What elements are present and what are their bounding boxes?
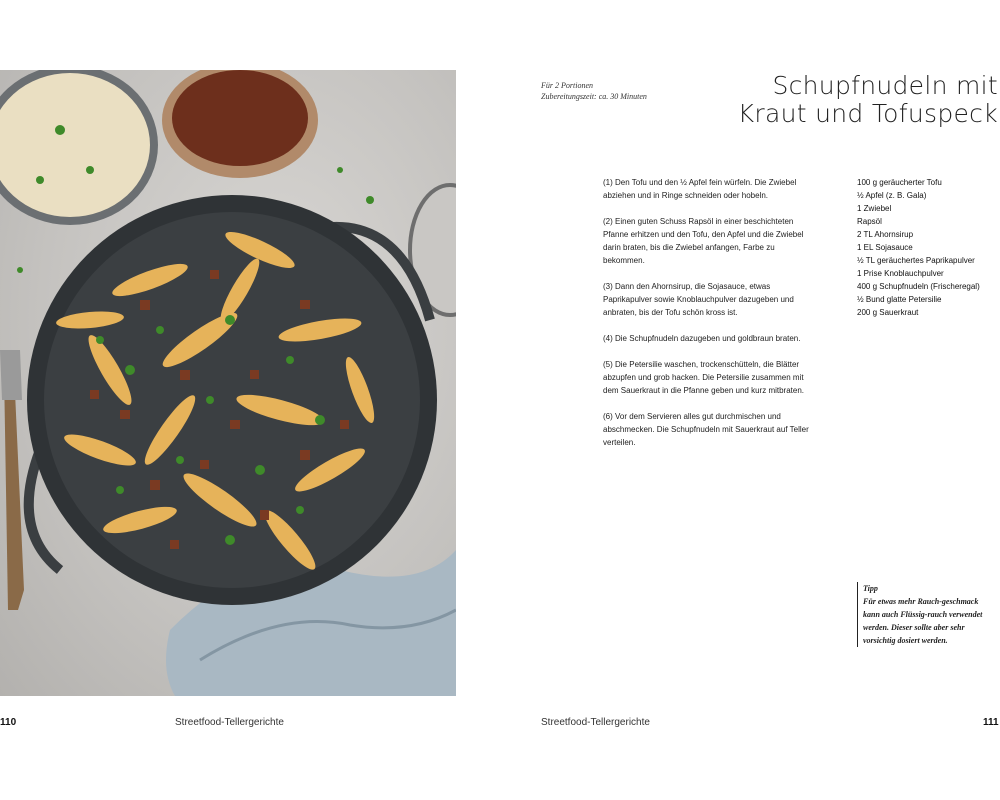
ingredient: 1 Zwiebel: [857, 204, 892, 213]
ingredient-list: [857, 176, 980, 319]
tip-label: Tipp: [863, 584, 878, 593]
title-line-1: Schupfnudeln mit: [772, 71, 998, 100]
recipe-meta: [541, 80, 647, 102]
prep-time: Zubereitungszeit: ca. 30 Minuten: [541, 92, 647, 101]
ingredient: 1 Prise Knoblauchpulver: [857, 269, 944, 278]
ingredient: 100 g geräucherter Tofu: [857, 178, 942, 187]
ingredient: 200 g Sauerkraut: [857, 308, 919, 317]
running-head-left: Streetfood-Tellergerichte: [175, 717, 284, 728]
recipe-title: [738, 72, 998, 128]
ingredient: 400 g Schupfnudeln (Frischeregal): [857, 282, 980, 291]
ingredient: 2 TL Ahornsirup: [857, 230, 914, 239]
ingredient: 1 EL Sojasauce: [857, 243, 913, 252]
tip-text: Für etwas mehr Rauch-geschmack kann auch Flüssig-rauch verwendet werden. Dieser sollte aber sehr vorsichtig dosiert werden.: [863, 597, 983, 645]
servings: Für 2 Portionen: [541, 81, 593, 90]
step: (3) Dann den Ahornsirup, die Sojasauce, etwas Paprikapulver sowie Knoblauchpulver dazugeben und anbraten, bis der Tofu schön kross ist.: [603, 282, 794, 317]
ingredient: ½ TL geräuchertes Paprikapulver: [857, 256, 975, 265]
preparation-steps: [603, 176, 818, 462]
step: (2) Einen guten Schuss Rapsöl in einer beschichteten Pfanne erhitzen und den Tofu, den Apfel und die Zwiebel darin braten, bis die Zwiebel anfangen, Farbe zu bekommen.: [603, 217, 804, 265]
title-line-2: Kraut und Tofuspeck: [737, 99, 998, 128]
running-head-right: Streetfood-Tellergerichte: [541, 717, 650, 728]
ingredient: ½ Bund glatte Petersilie: [857, 295, 942, 304]
step: (1) Den Tofu und den ½ Apfel fein würfeln. Die Zwiebel abziehen und in Ringe schneiden oder hobeln.: [603, 178, 797, 200]
tip-box: [857, 582, 988, 647]
step: (5) Die Petersilie waschen, trockenschütteln, die Blätter abzupfen und grob hacken. Die Petersilie zusammen mit dem Sauerkraut in die Pfanne geben und kurz mitbraten.: [603, 360, 805, 395]
ingredient: ½ Apfel (z. B. Gala): [857, 191, 927, 200]
page-number-left: 110: [0, 717, 17, 728]
step: (6) Vor dem Servieren alles gut durchmischen und abschmecken. Die Schupfnudeln mit Sauerkraut auf Teller verteilen.: [603, 412, 809, 447]
dish-illustration: [0, 70, 456, 696]
ingredient: Rapsöl: [857, 217, 882, 226]
step: (4) Die Schupfnudeln dazugeben und goldbraun braten.: [603, 334, 801, 343]
page-number-right: 111: [983, 717, 999, 728]
recipe-photo: [0, 70, 456, 696]
